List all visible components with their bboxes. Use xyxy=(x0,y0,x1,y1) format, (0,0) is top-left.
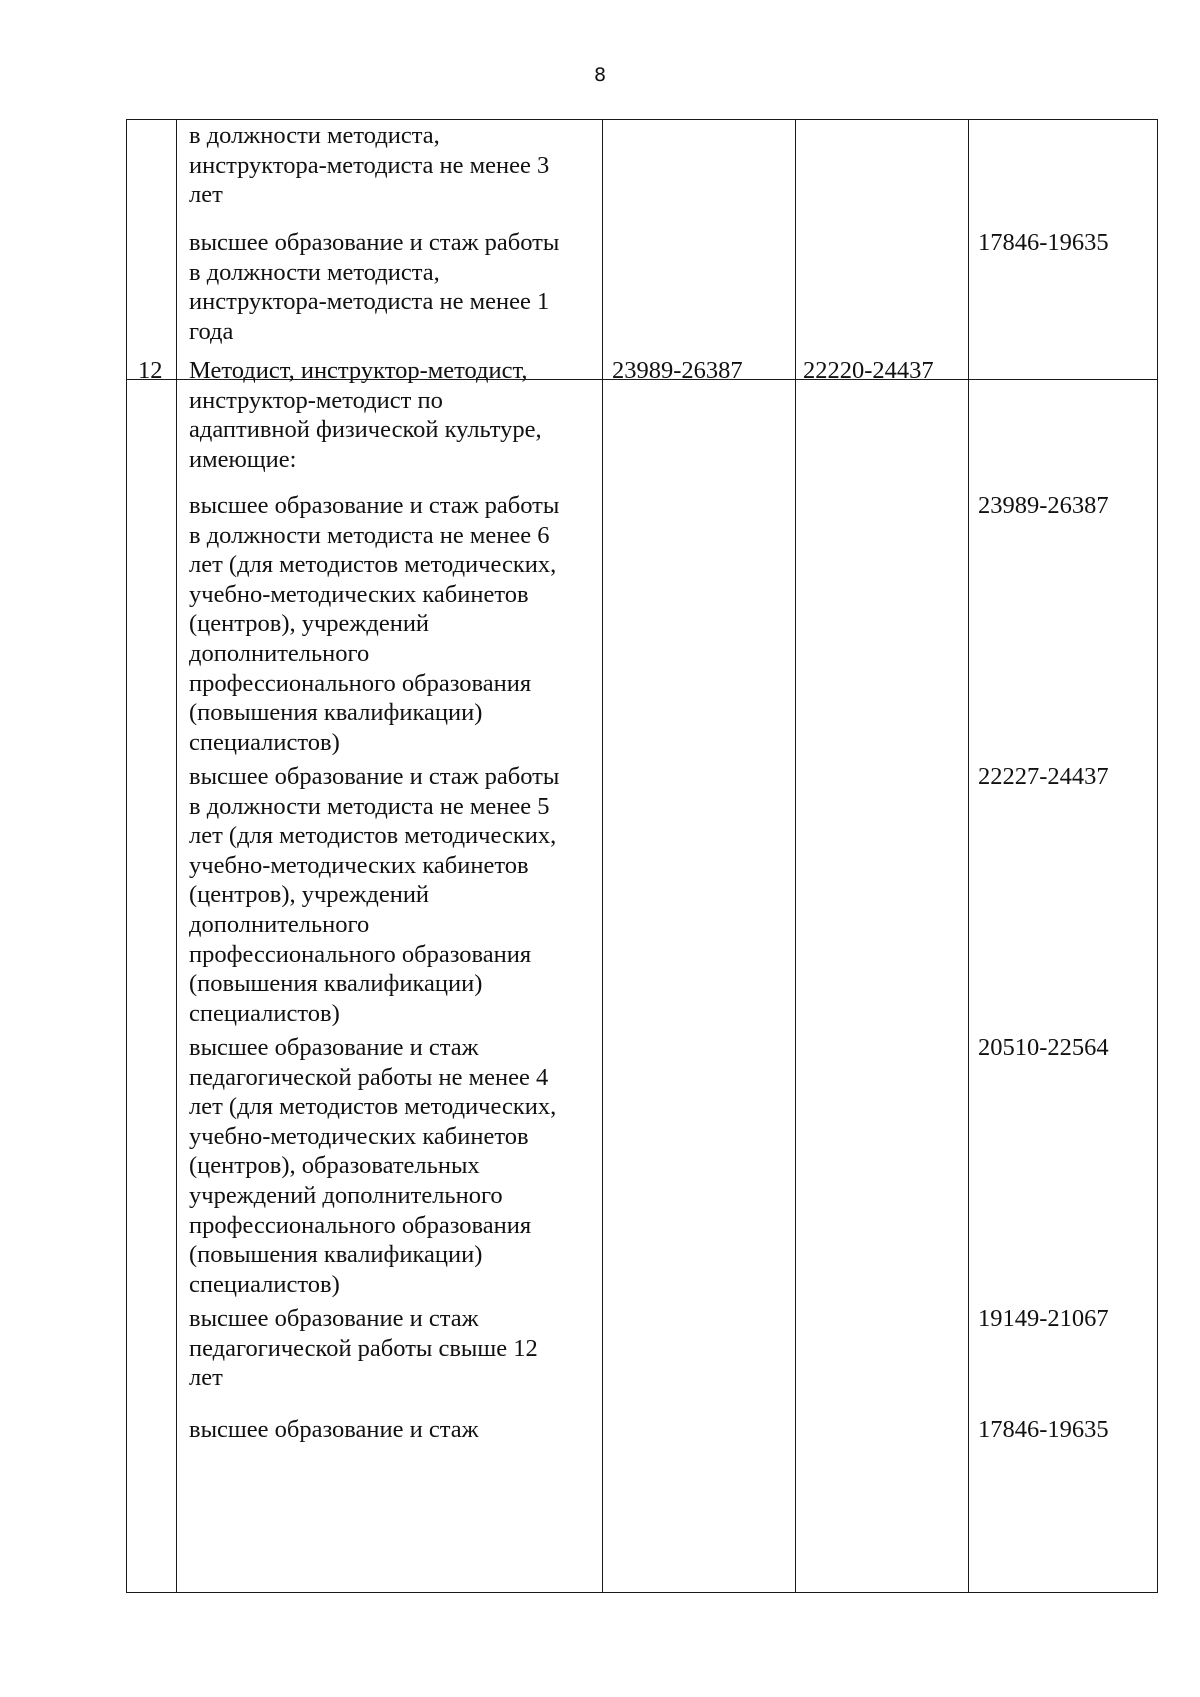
page-number: 8 xyxy=(593,64,607,86)
column-border-left xyxy=(126,119,127,1593)
position-title: Методист, инструктор-методист, инструктор-методист по адаптивной физической культуре, имеющие: xyxy=(189,357,542,473)
salary-range: 22227-24437 xyxy=(978,763,1109,790)
row-number: 12 xyxy=(138,357,163,384)
column-border-number xyxy=(176,119,177,1593)
salary-range: 17846-19635 xyxy=(978,229,1109,256)
salary-range: 19149-21067 xyxy=(978,1305,1109,1332)
table-bottom-border xyxy=(126,1592,1158,1593)
requirement-text: высшее образование и стаж xyxy=(189,1416,479,1443)
salary-range: 20510-22564 xyxy=(978,1034,1109,1061)
requirement-text: высшее образование и стаж работы в должности методиста, инструктора-методиста не менее 1 года xyxy=(189,229,560,345)
requirement-text: высшее образование и стаж педагогической работы свыше 12 лет xyxy=(189,1305,538,1392)
salary-range: 23989-26387 xyxy=(978,492,1109,519)
requirement-text: в должности методиста, инструктора-методиста не менее 3 лет xyxy=(189,122,550,209)
salary-table xyxy=(126,119,1158,1593)
salary-range: 17846-19635 xyxy=(978,1416,1109,1443)
salary-range-column-a: 23989-26387 xyxy=(612,357,743,384)
column-border-right xyxy=(1157,119,1158,1593)
column-border-range-b xyxy=(968,119,969,1593)
requirement-text: высшее образование и стаж педагогической работы не менее 4 лет (для методистов методических, учебно-методических кабинетов (центров), образовательных учреждений дополнительного профессионального образования (повышения квалификации) специалистов) xyxy=(189,1034,557,1298)
requirement-text: высшее образование и стаж работы в должности методиста не менее 5 лет (для методистов методических, учебно-методических кабинетов (центров), учреждений дополнительного профессионального образования (повышения квалификации) специалистов) xyxy=(189,763,560,1027)
column-border-description xyxy=(602,119,603,1593)
column-border-range-a xyxy=(795,119,796,1593)
salary-range-column-b: 22220-24437 xyxy=(803,357,934,384)
requirement-text: высшее образование и стаж работы в должности методиста не менее 6 лет (для методистов методических, учебно-методических кабинетов (центров), учреждений дополнительного профессионального образования (повышения квалификации) специалистов) xyxy=(189,492,560,756)
